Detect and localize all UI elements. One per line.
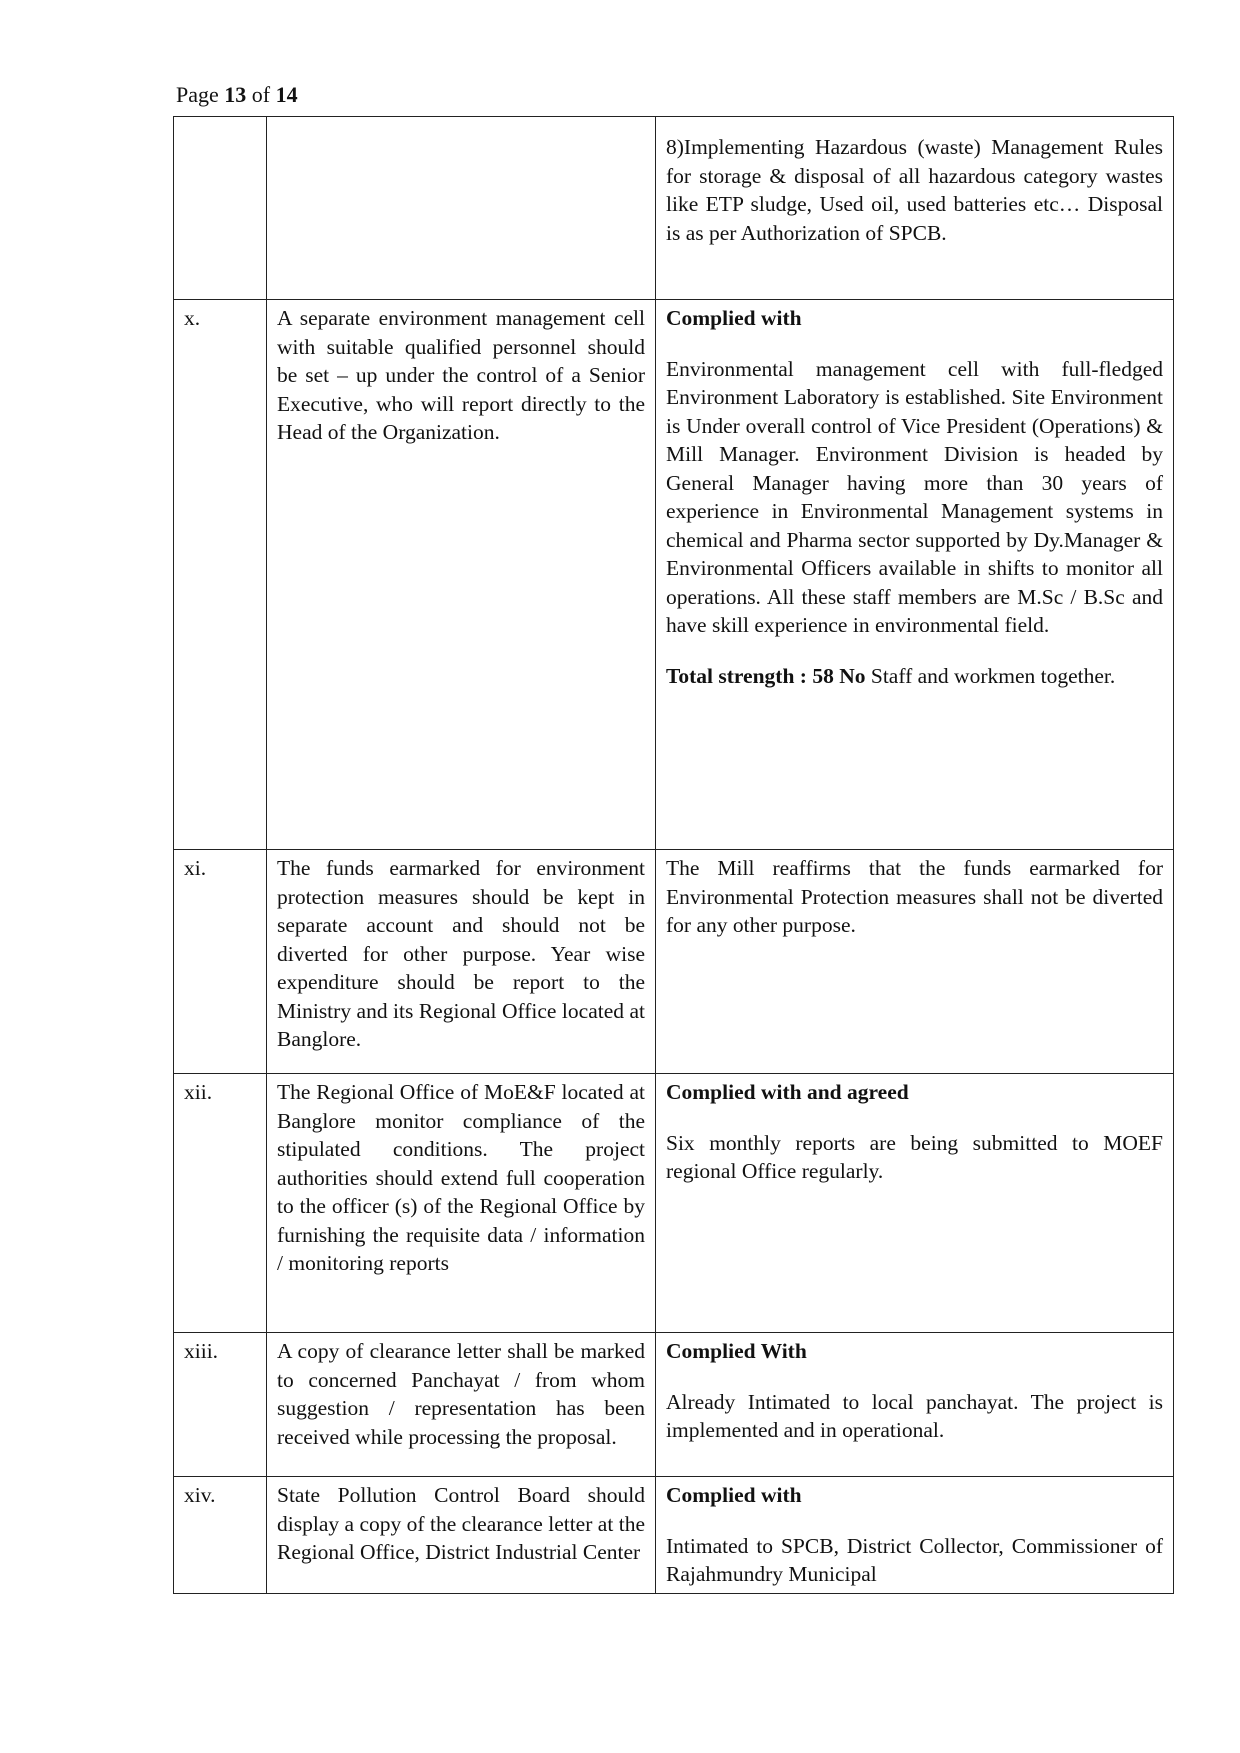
condition-text: The funds earmarked for environment protection measures should be kept in separate account and should not be diverted for other purpose. Year wise expenditure should be report to the Ministry and its Regional Office located at Banglore. — [267, 850, 656, 1074]
response-paragraph: Environmental management cell with full-fledged Environment Laboratory is established. Site Environment is Under overall control of Vice President (Operations) & Mill Manager. Environment Division is headed by General Manager having more than 30 years of experience in Environmental Management systems in chemical and Pharma sector supported by Dy.Manager & Environmental Officers available in shifts to monitor all operations. All these staff members are M.Sc / B.Sc and have skill experience in environmental field. — [666, 356, 1163, 637]
table-row — [174, 1074, 1174, 1333]
compliance-response — [656, 300, 1174, 850]
row-number — [174, 117, 267, 300]
row-number: xi. — [174, 850, 267, 1074]
response-paragraph: The Mill reaffirms that the funds earmarked for Environmental Protection measures shall not be diverted for any other purpose. — [666, 856, 1163, 937]
row-number: xiv. — [174, 1477, 267, 1594]
table-row — [174, 300, 1174, 850]
total-strength-line — [666, 662, 1163, 691]
total-strength-rest: Staff and workmen together. — [865, 663, 1116, 688]
current-page: 13 — [224, 82, 247, 107]
condition-text: A separate environment management cell with suitable qualified personnel should be set – up under the control of a Senior Executive, who will report directly to the Head of the Organization. — [267, 300, 656, 850]
row-number: xiii. — [174, 1333, 267, 1477]
compliance-response — [656, 117, 1174, 300]
row-number: xii. — [174, 1074, 267, 1333]
compliance-response — [656, 1333, 1174, 1477]
response-paragraph: Already Intimated to local panchayat. The project is implemented and in operational. — [666, 1389, 1163, 1442]
condition-text: State Pollution Control Board should display a copy of the clearance letter at the Regional Office, District Industrial Center — [267, 1477, 656, 1594]
table-row — [174, 850, 1174, 1074]
compliance-response — [656, 1477, 1174, 1594]
compliance-response — [656, 1074, 1174, 1333]
row-number: x. — [174, 300, 267, 850]
page-of: of — [251, 82, 271, 107]
response-paragraph: Six monthly reports are being submitted to MOEF regional Office regularly. — [666, 1130, 1163, 1183]
compliance-status: Complied With — [666, 1339, 807, 1363]
condition-text: The Regional Office of MoE&F located at Banglore monitor compliance of the stipulated conditions. The project authorities should extend full cooperation to the officer (s) of the Regional Office by furnishing the requisite data / information / monitoring reports — [267, 1074, 656, 1333]
table-row — [174, 1333, 1174, 1477]
table-row — [174, 117, 1174, 300]
compliance-response — [656, 850, 1174, 1074]
compliance-status: Complied with and agreed — [666, 1080, 909, 1104]
response-paragraph: 8)Implementing Hazardous (waste) Management Rules for storage & disposal of all hazardous category wastes like ETP sludge, Used oil, used batteries etc… Disposal is as per Authorization of SPCB. — [666, 135, 1163, 245]
compliance-table — [173, 116, 1174, 1594]
compliance-status: Complied with — [666, 306, 802, 330]
page-prefix: Page — [176, 82, 219, 107]
page-number-header — [176, 82, 298, 108]
response-paragraph: Intimated to SPCB, District Collector, Commissioner of Rajahmundry Municipal — [666, 1533, 1163, 1586]
table-row — [174, 1477, 1174, 1594]
total-pages: 14 — [275, 82, 298, 107]
compliance-status: Complied with — [666, 1483, 802, 1507]
condition-text: A copy of clearance letter shall be marked to concerned Panchayat / from whom suggestion / representation has been received while processing the proposal. — [267, 1333, 656, 1477]
total-strength-label: Total strength : 58 No — [666, 663, 866, 688]
condition-text — [267, 117, 656, 300]
